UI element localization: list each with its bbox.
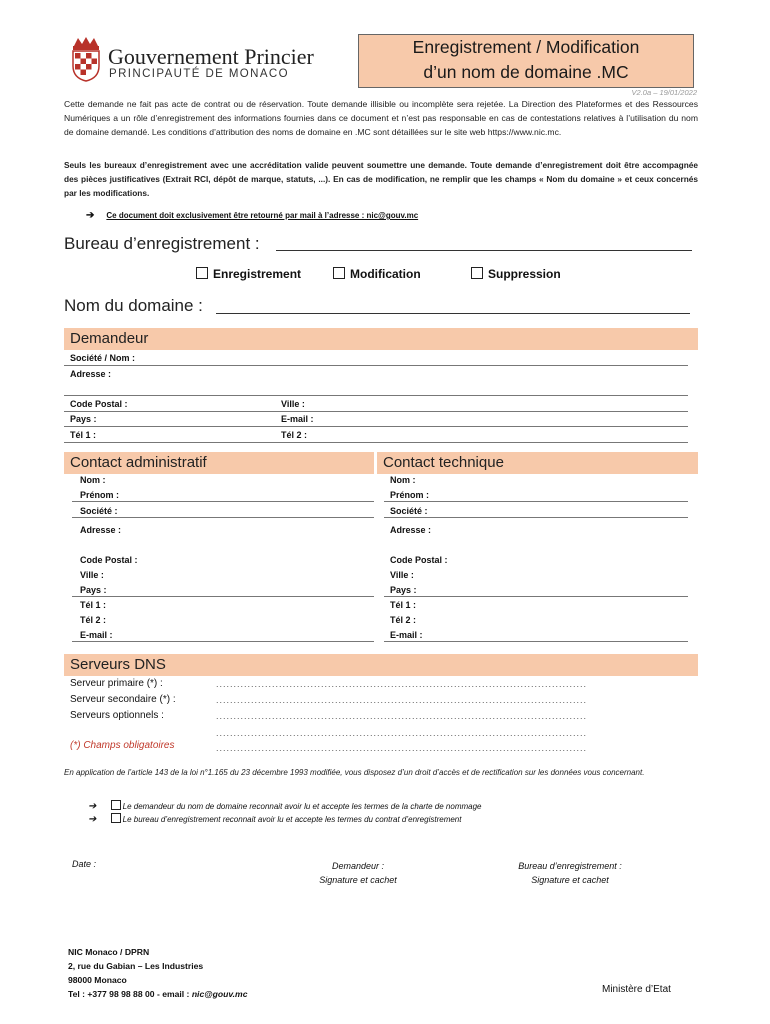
demandeur-signature-sub: Signature et cachet (319, 875, 397, 885)
section-contact-tech: Contact technique (377, 452, 698, 474)
option-modification[interactable] (333, 267, 421, 281)
checkbox-icon[interactable] (111, 800, 121, 810)
contact-admin-field-label: Nom : (80, 475, 106, 485)
contrat-check-label: Le bureau d’enregistrement reconnait avoir lu et accepte les termes du contrat d’enregistrement (122, 815, 462, 824)
tel-line[interactable] (64, 442, 688, 443)
contact-tech-field-label: Nom : (390, 475, 416, 485)
contact-admin-field-label: Tél 1 : (80, 600, 107, 610)
contact-tech-field-label: Ville : (390, 570, 414, 580)
dns-optional-input-3[interactable]: .......................................................................................................... (216, 743, 588, 753)
contact-admin-field-label: Pays : (80, 585, 107, 595)
contact-admin-field-label: Code Postal : (80, 555, 138, 565)
contact-admin-field-label: E-mail : (80, 630, 113, 640)
contact-tech-field-label: Société : (390, 506, 428, 516)
section-demandeur: Demandeur (64, 328, 698, 350)
email-label: E-mail : (281, 414, 314, 424)
footer-line-1: NIC Monaco / DPRN (68, 947, 150, 957)
pays-line[interactable] (64, 426, 688, 427)
adresse-line[interactable] (64, 395, 688, 396)
dns-optional-input-1[interactable]: .......................................................................................................... (216, 711, 588, 721)
return-note (86, 210, 418, 221)
contact-admin-field-label: Prénom : (80, 490, 120, 500)
dns-optional-label: Serveurs optionnels : (70, 710, 164, 721)
contact-tech-field-label: Prénom : (390, 490, 430, 500)
contact-admin-field-label: Adresse : (80, 525, 122, 535)
contact-tech-field-line[interactable] (384, 517, 688, 518)
bureau-input-line[interactable] (276, 250, 692, 251)
contact-admin-field-label: Tél 2 : (80, 615, 107, 625)
contact-admin-field-line[interactable] (72, 517, 374, 518)
ministry-label: Ministère d’Etat (602, 984, 671, 995)
dns-secondary-input[interactable]: .......................................................................................................... (216, 695, 588, 705)
section-contact-admin: Contact administratif (64, 452, 374, 474)
contact-tech-field-label: E-mail : (390, 630, 423, 640)
footer-address (68, 945, 247, 1001)
intro-paragraph: Cette demande ne fait pas acte de contrat ou de réservation. Toute demande illisible ou incomplète sera rejetée. La Direction des Plateformes et des Ressources Numériques a un rôle d’enregistrement des informations fournies dans ce document et n’est pas responsable en cas de contestations relatives à l’utilisation du nom de domaine demandé. Les conditions d’attribution des noms de domaine en .MC sont détaillées sur le site web https://www.nic.mc. (64, 99, 698, 137)
domain-input-line[interactable] (216, 313, 690, 314)
legal-text: En application de l’article 143 de la loi n°1.165 du 23 décembre 1993 modifiée, vous disposez d’un droit d’accès et de rectification sur les données vous concernant. (64, 768, 645, 777)
bureau-label: Bureau d’enregistrement : (64, 234, 260, 253)
required-note: (*) Champs obligatoires (70, 740, 175, 751)
tel1-label: Tél 1 : (70, 430, 97, 440)
contact-tech-field-line[interactable] (384, 641, 688, 642)
contact-admin-field-line[interactable] (72, 501, 374, 502)
contact-admin-field-line[interactable] (72, 596, 374, 597)
version-label: V2.0a – 19/01/2022 (631, 88, 697, 97)
footer-tel: Tel : +377 98 98 88 00 - email : (68, 989, 192, 999)
option-label: Enregistrement (213, 267, 302, 281)
contact-tech-field-label: Tél 1 : (390, 600, 417, 610)
footer-line-3: 98000 Monaco (68, 975, 127, 985)
checkbox-icon[interactable] (471, 267, 483, 279)
return-note-text: Ce document doit exclusivement être retourné par mail à l’adresse : nic@gouv.mc (106, 211, 419, 220)
contact-admin-field-line[interactable] (72, 641, 374, 642)
bureau-signature-label: Bureau d’enregistrement : (518, 861, 622, 871)
contact-tech-field-label: Code Postal : (390, 555, 448, 565)
societe-label: Société / Nom : (70, 353, 136, 363)
title-line-1: Enregistrement / Modification (412, 37, 640, 57)
monaco-crest-icon (68, 36, 104, 82)
contact-tech-field-line[interactable] (384, 596, 688, 597)
section-dns: Serveurs DNS (64, 654, 698, 676)
footer-line-2: 2, rue du Gabian – Les Industries (68, 961, 204, 971)
domain-label: Nom du domaine : (64, 296, 203, 315)
dns-optional-input-2[interactable]: .......................................................................................................... (216, 728, 588, 738)
footer-email-link[interactable]: nic@gouv.mc (191, 989, 248, 999)
arrow-right-icon: ➔ (88, 814, 97, 825)
contact-tech-field-label: Tél 2 : (390, 615, 417, 625)
ville-label: Ville : (281, 399, 305, 409)
bureau-signature-sub: Signature et cachet (531, 875, 609, 885)
footer-contact (68, 987, 247, 1001)
contrat-check (88, 813, 461, 825)
document-title (358, 34, 694, 88)
tel2-label: Tél 2 : (281, 430, 308, 440)
demandeur-signature-label: Demandeur : (331, 861, 385, 871)
dns-secondary-label: Serveur secondaire (*) : (70, 694, 176, 705)
accreditation-paragraph: Seuls les bureaux d’enregistrement avec une accréditation valide peuvent soumettre une demande. Toute demande d’enregistrement doit être accompagnée des pièces justificatives (Extrait RCI, dépôt de marque, statuts, ...). En cas de modification, ne remplir que les champs « Nom du domaine » et ceux concernés par les modifications. (64, 160, 698, 198)
contact-tech-field-label: Adresse : (390, 525, 432, 535)
contact-tech-field-line[interactable] (384, 501, 688, 502)
org-subtitle: PRINCIPAUTÉ DE MONACO (109, 68, 289, 80)
checkbox-icon[interactable] (333, 267, 345, 279)
bureau-signature[interactable] (494, 859, 646, 887)
charte-check-label: Le demandeur du nom de domaine reconnait avoir lu et accepte les termes de la charte de nommage (122, 802, 482, 811)
societe-line[interactable] (64, 365, 688, 366)
checkbox-icon[interactable] (196, 267, 208, 279)
pays-label: Pays : (70, 414, 97, 424)
option-suppression[interactable] (471, 267, 561, 281)
option-label: Modification (350, 267, 421, 281)
adresse-label: Adresse : (70, 369, 112, 379)
contact-admin-field-label: Ville : (80, 570, 104, 580)
arrow-right-icon: ➔ (86, 210, 95, 221)
charte-check (88, 800, 482, 812)
contact-tech-field-label: Pays : (390, 585, 417, 595)
date-label: Date : (72, 859, 97, 869)
org-name: Gouvernement Princier (108, 44, 314, 69)
arrow-right-icon: ➔ (88, 801, 97, 812)
option-enregistrement[interactable] (196, 267, 301, 281)
option-label: Suppression (488, 267, 561, 281)
dns-primary-input[interactable]: .......................................................................................................... (216, 679, 588, 689)
checkbox-icon[interactable] (111, 813, 121, 823)
dns-primary-label: Serveur primaire (*) : (70, 678, 163, 689)
demandeur-signature[interactable] (300, 859, 416, 887)
code-postal-line[interactable] (64, 411, 688, 412)
title-line-2: d’un nom de domaine .MC (423, 62, 629, 82)
contact-admin-field-label: Société : (80, 506, 118, 516)
code-postal-label: Code Postal : (70, 399, 128, 409)
